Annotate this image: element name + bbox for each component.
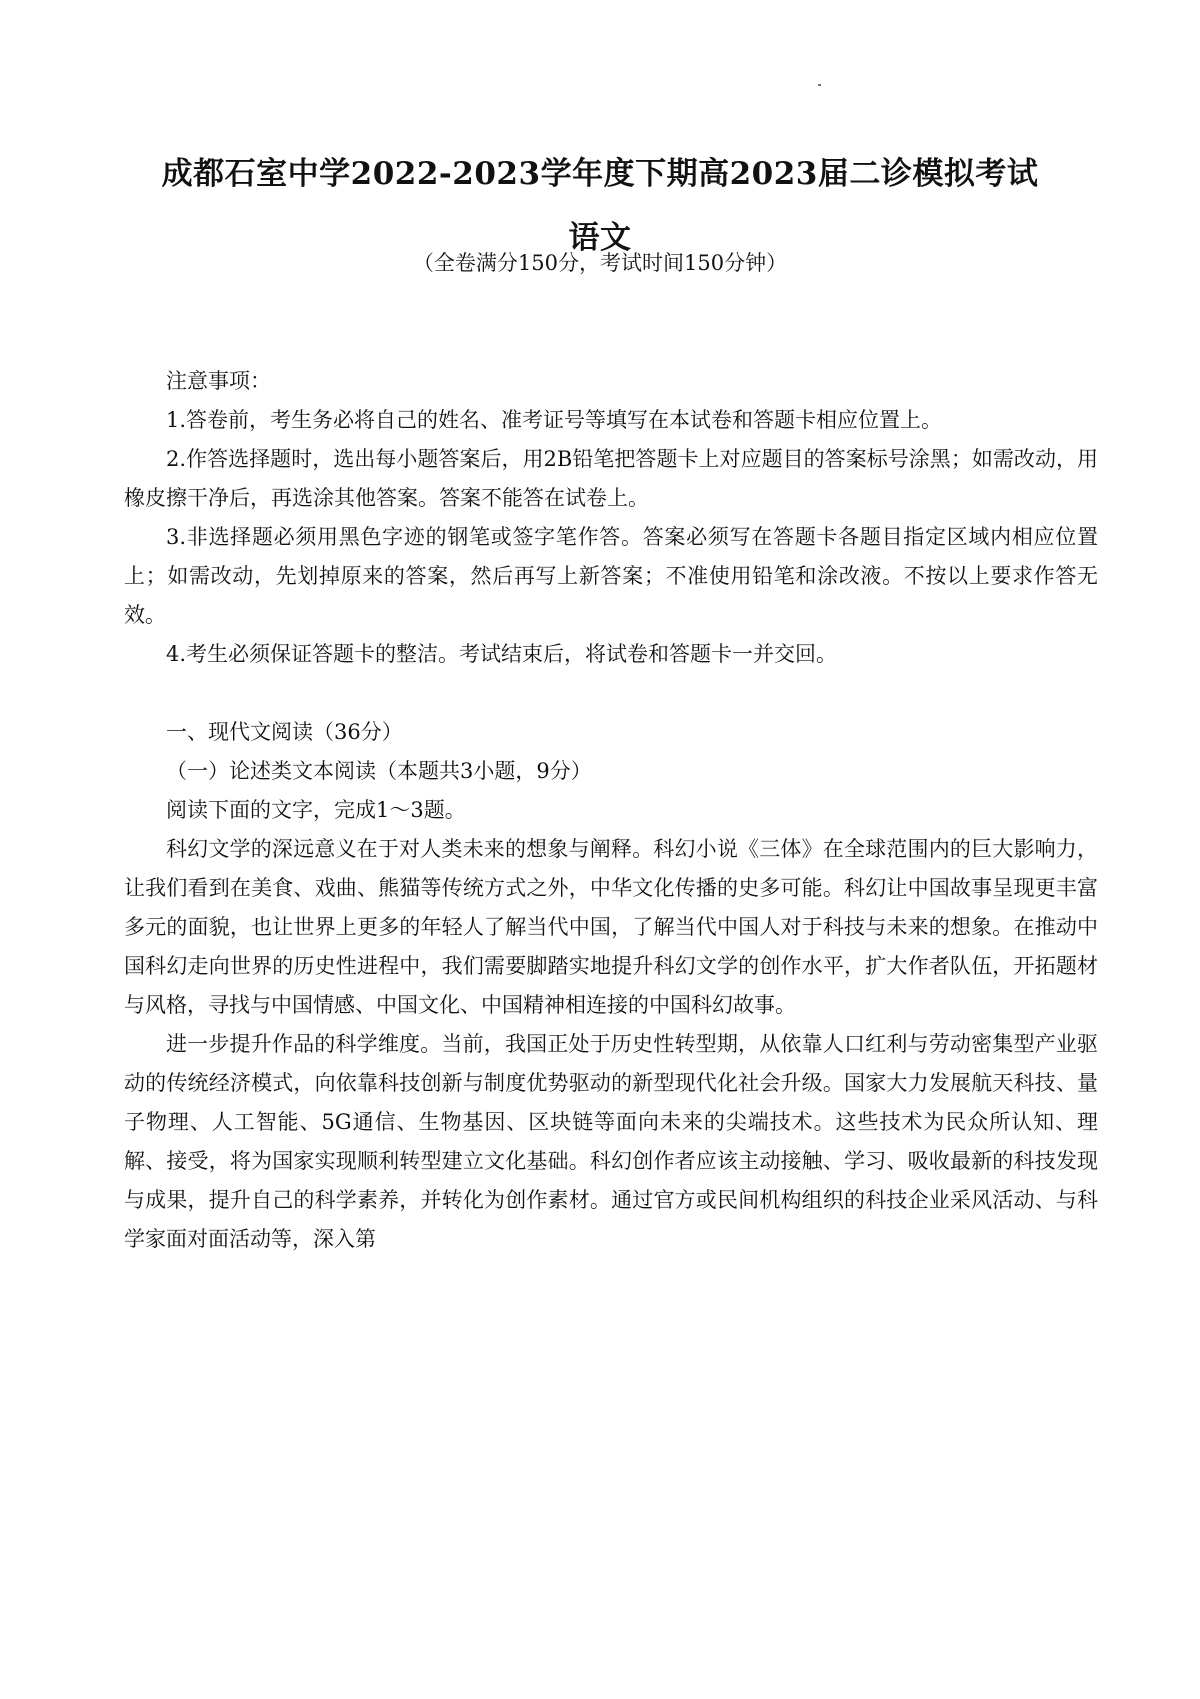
reading-instruction: 阅读下面的文字，完成1～3题。 (166, 798, 466, 822)
exam-title: 成都石室中学2022-2023学年度下期高2023届二诊模拟考试 (161, 156, 1039, 192)
notice-item-4: 4.考生必须保证答题卡的整洁。考试结束后，将试卷和答题卡一并交回。 (166, 642, 838, 666)
section-subheading: （一）论述类文本阅读（本题共3小题，9分） (166, 759, 592, 783)
passage-paragraph-1: 科幻文学的深远意义在于对人类未来的想象与阐释。科幻小说《三体》在全球范围内的巨大影响力，让我们看到在美食、戏曲、熊猫等传统方式之外，中华文化传播的史多可能。科幻让中国故事呈现更丰富多元的面貌，也让世界上更多的年轻人了解当代中国，了解当代中国人对于科技与未来的想象。在推动中国科幻走向世界的历史性进程中，我们需要脚踏实地提升科幻文学的创作水平，扩大作者队伍，开拓题材与风格，寻找与中国情感、中国文化、中国精神相连接的中国科幻故事。 (124, 837, 1098, 1017)
passage-paragraph-2: 进一步提升作品的科学维度。当前，我国正处于历史性转型期，从依靠人口红利与劳动密集型产业驱动的传统经济模式，向依靠科技创新与制度优势驱动的新型现代化社会升级。国家大力发展航天科技、量子物理、人工智能、5G通信、生物基因、区块链等面向未来的尖端技术。这些技术为民众所认知、理解、接受，将为国家实现顺利转型建立文化基础。科幻创作者应该主动接触、学习、吸收最新的科技发现与成果，提升自己的科学素养，并转化为创作素材。通过官方或民间机构组织的科技企业采风活动、与科学家面对面活动等，深入第 (124, 1032, 1098, 1251)
notice-item-1: 1.答卷前，考生务必将自己的姓名、准考证号等填写在本试卷和答题卡相应位置上。 (166, 408, 943, 432)
notice-item-2: 2.作答选择题时，选出每小题答案后，用2B铅笔把答题卡上对应题目的答案标号涂黑；如需改动，用橡皮擦干净后，再选涂其他答案。答案不能答在试卷上。 (124, 447, 1098, 510)
exam-info: （全卷满分150分，考试时间150分钟） (412, 251, 788, 275)
notice-item-3: 3.非选择题必须用黑色字迹的钢笔或签字笔作答。答案必须写在答题卡各题目指定区域内相应位置上；如需改动，先划掉原来的答案，然后再写上新答案；不准使用铅笔和涂改液。不按以上要求作答无效。 (124, 525, 1098, 627)
subject-title: 语文 (568, 220, 632, 256)
scan-artifact (818, 84, 821, 86)
document-body (124, 362, 1098, 1259)
notice-heading: 注意事项： (166, 369, 271, 393)
section-heading: 一、现代文阅读（36分） (166, 720, 403, 744)
